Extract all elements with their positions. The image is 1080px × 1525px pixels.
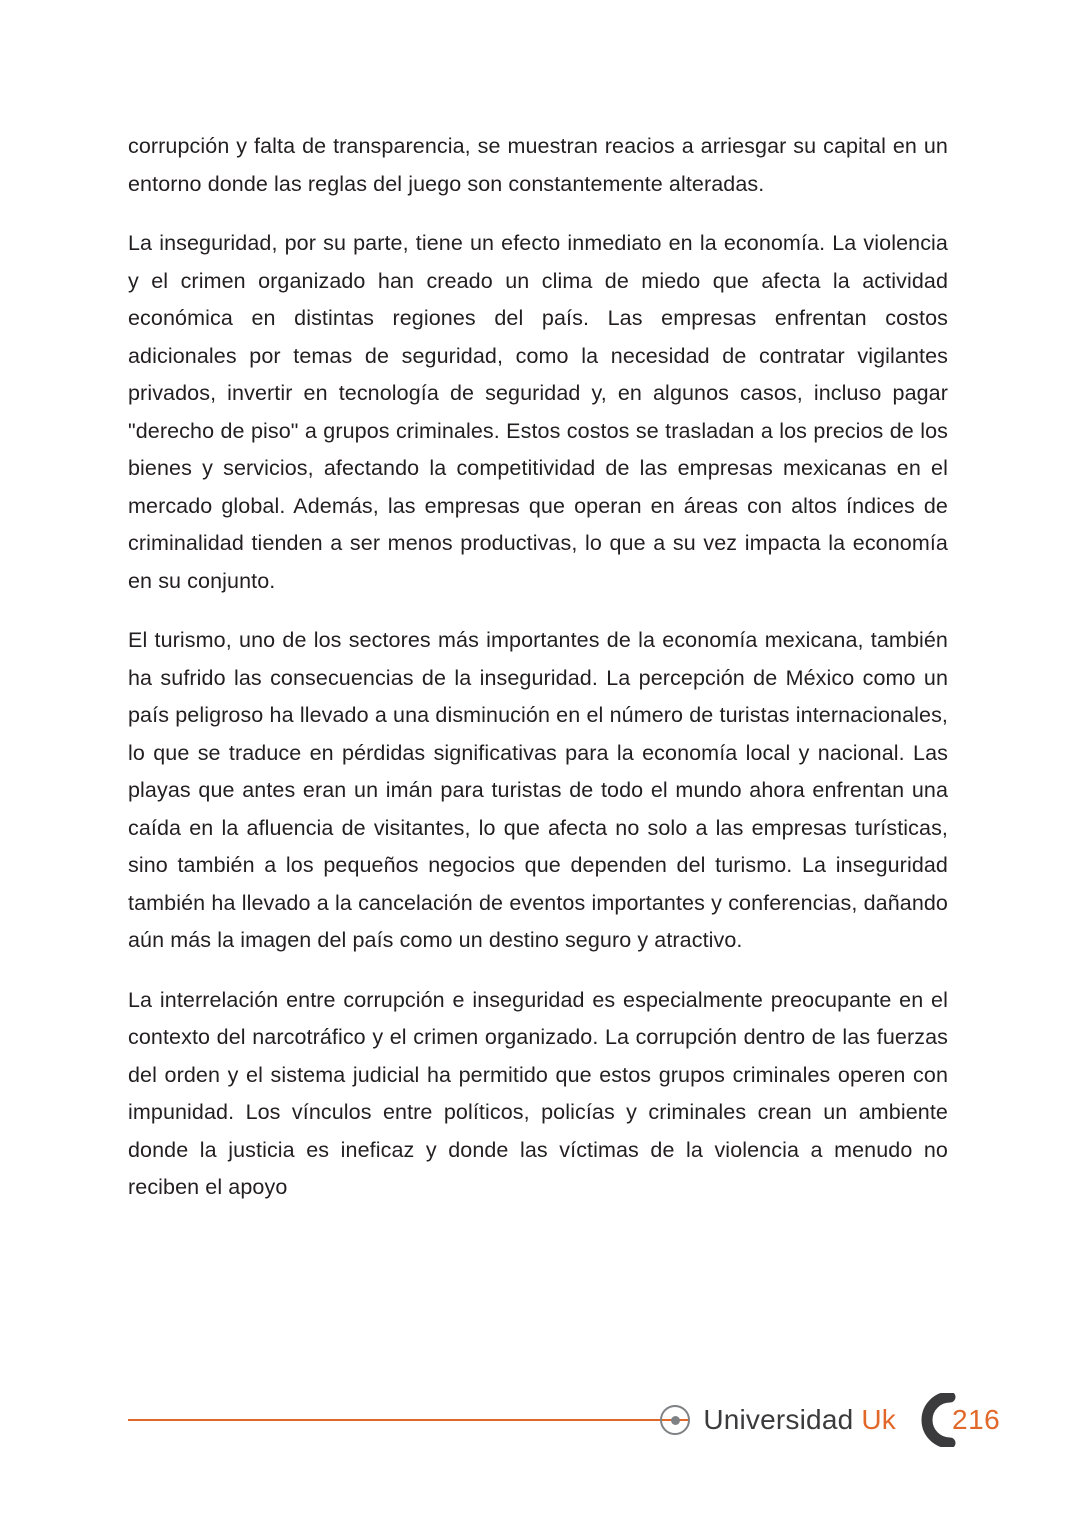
circle-logo-icon xyxy=(660,1405,690,1435)
brand-suffix: Uk xyxy=(861,1404,896,1435)
page-body xyxy=(128,128,948,1207)
brand-name: Universidad xyxy=(703,1404,854,1435)
page-footer xyxy=(0,1391,1080,1449)
paragraph: El turismo, uno de los sectores más importantes de la economía mexicana, también ha sufrido las consecuencias de la inseguridad. La percepción de México como un país peligroso ha llevado a una disminución en el número de turistas internacionales, lo que se traduce en pérdidas significativas para la economía local y nacional. Las playas que antes eran un imán para turistas de todo el mundo ahora enfrentan una caída en la afluencia de visitantes, lo que afecta no solo a las empresas turísticas, sino también a los pequeños negocios que dependen del turismo. La inseguridad también ha llevado a la cancelación de eventos importantes y conferencias, dañando aún más la imagen del país como un destino seguro y atractivo. xyxy=(128,628,948,952)
page-number-group xyxy=(912,1391,1001,1449)
page-number: 216 xyxy=(952,1404,1001,1435)
circle-logo-dot-icon xyxy=(671,1416,680,1425)
footer-brand xyxy=(660,1391,1001,1449)
paragraph: La interrelación entre corrupción e inseguridad es especialmente preocupante en el contexto del narcotráfico y el crimen organizado. La corrupción dentro de las fuerzas del orden y el sistema judicial ha permitido que estos grupos criminales operen con impunidad. Los vínculos entre políticos, policías y criminales crean un ambiente donde la justicia es ineficaz y donde las víctimas de la violencia a menudo no reciben el apoyo xyxy=(128,987,948,1199)
footer-divider xyxy=(128,1419,688,1421)
paragraph: corrupción y falta de transparencia, se muestran reacios a arriesgar su capital en un entorno donde las reglas del juego son constantemente alteradas. xyxy=(128,134,948,196)
paragraph: La inseguridad, por su parte, tiene un efecto inmediato en la economía. La violencia y el crimen organizado han creado un clima de miedo que afecta la actividad económica en distintas regiones del país. Las empresas enfrentan costos adicionales por temas de seguridad, como la necesidad de contratar vigilantes privados, invertir en tecnología de seguridad y, en algunos casos, incluso pagar "derecho de piso" a grupos criminales. Estos costos se trasladan a los precios de los bienes y servicios, afectando la competitividad de las empresas mexicanas en el mercado global. Además, las empresas que operan en áreas con altos índices de criminalidad tienden a ser menos productivas, lo que a su vez impacta la economía en su conjunto. xyxy=(128,231,948,593)
